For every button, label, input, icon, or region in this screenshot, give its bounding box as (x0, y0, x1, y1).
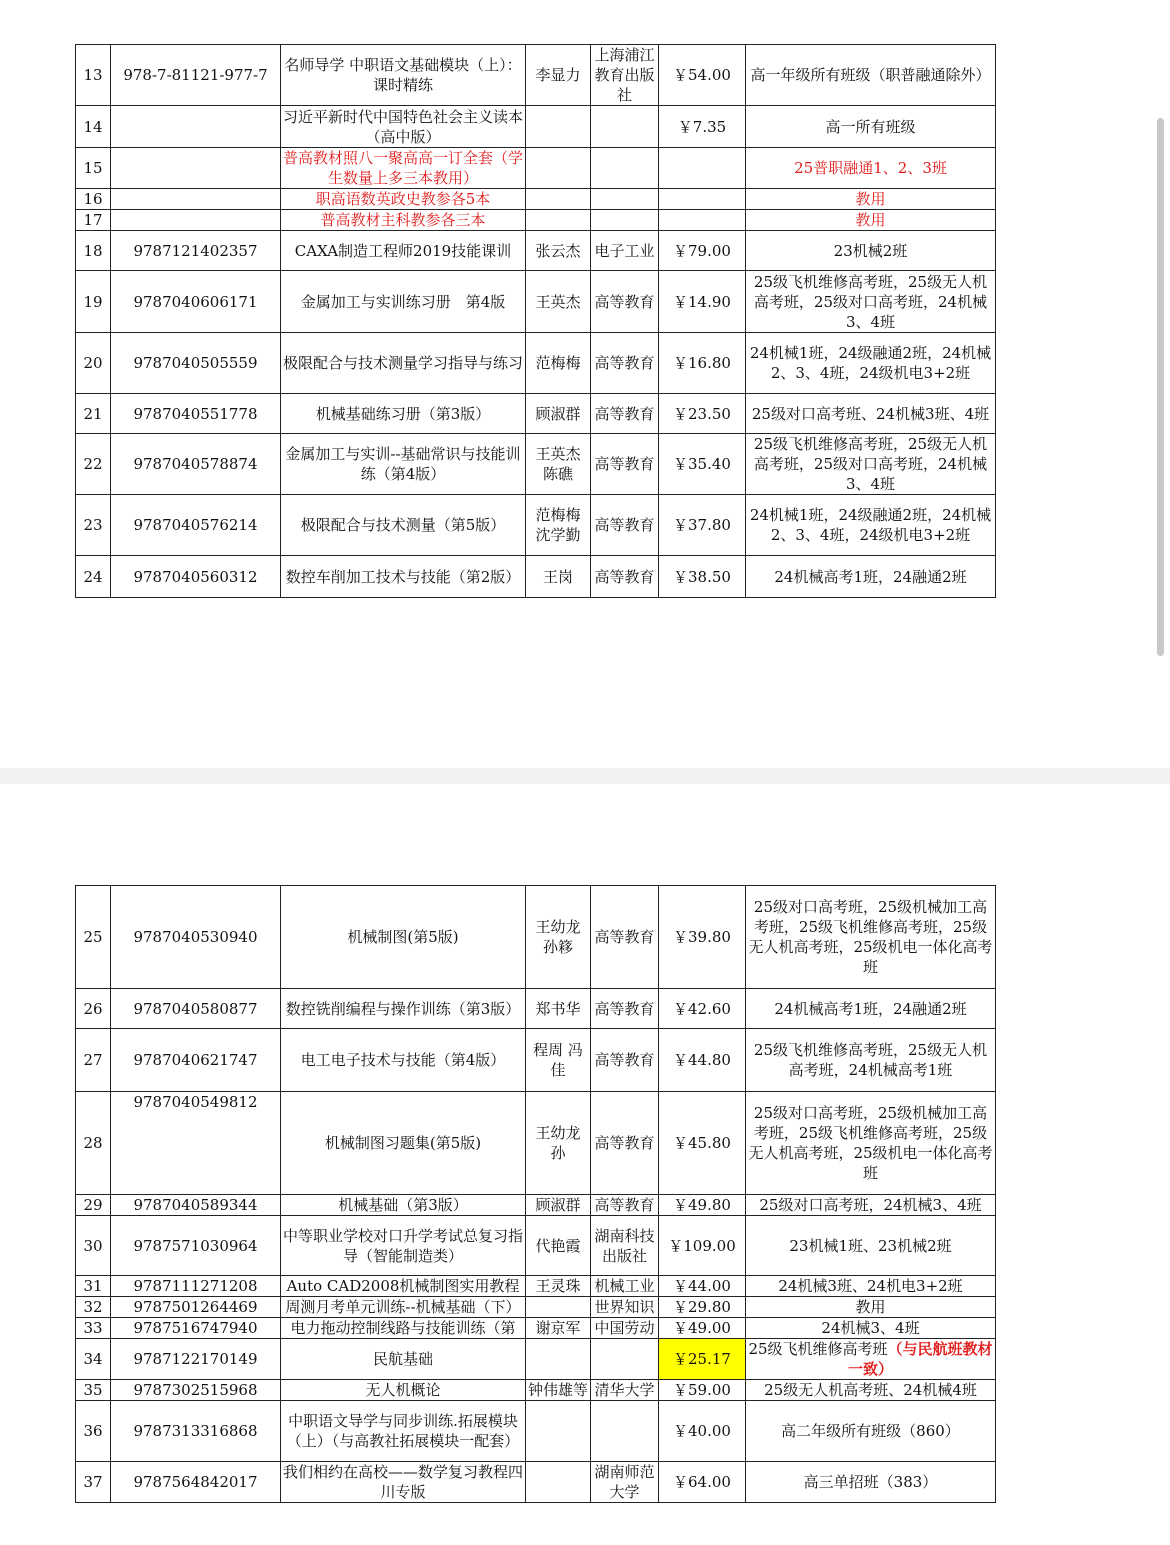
table-row: 26 9787040580877 数控铣削编程与操作训练（第3版） 郑书华 高等教育 ￥42.60 24机械高考1班，24融通2班 (76, 989, 996, 1029)
table-row: 23 9787040576214 极限配合与技术测量（第5版） 范梅梅 沈学勤 高等教育 ￥37.80 24机械1班，24级融通2班，24机械2、3、4班，24级机电3+2班 (76, 495, 996, 556)
table-row: 19 9787040606171 金属加工与实训练习册 第4版 王英杰 高等教育 ￥14.90 25级飞机维修高考班，25级无人机高考班，25级对口高考班，24机械3、4班 (76, 271, 996, 333)
table-row: 21 9787040551778 机械基础练习册（第3版） 顾淑群 高等教育 ￥23.50 25级对口高考班、24机械3班、4班 (76, 394, 996, 434)
table-row: 37 9787564842017 我们相约在高校——数学复习教程四川专版 湖南师范大学 ￥64.00 高三单招班（383） (76, 1462, 996, 1503)
table-row: 20 9787040505559 极限配合与技术测量学习指导与练习 范梅梅 高等教育 ￥16.80 24机械1班，24级融通2班，24机械2、3、4班，24级机电3+2班 (76, 333, 996, 394)
textbook-table-page-2 (75, 885, 996, 1503)
note-same-as-aviation-class: （与民航班教材一致） (847, 1340, 993, 1378)
table-row: 34 9787122170149 民航基础 ￥25.17 25级飞机维修高考班（与民航班教材一致） (76, 1339, 996, 1380)
table-row: 33 9787516747940 电力拖动控制线路与技能训练（第 谢京军 中国劳动 ￥49.00 24机械3、4班 (76, 1318, 996, 1339)
table-row: 28 9787040549812 机械制图习题集(第5版) 王幼龙 孙 高等教育 ￥45.80 25级对口高考班，25级机械加工高考班，25级飞机维修高考班，25级无人机高考班，25级机电一体化高考班 (76, 1092, 996, 1195)
table-row: 36 9787313316868 中职语文导学与同步训练.拓展模块（上）（与高教社拓展模块一配套） ￥40.00 高二年级所有班级（860） (76, 1401, 996, 1462)
table-row: 25 9787040530940 机械制图(第5版) 王幼龙 孙簃 高等教育 ￥39.80 25级对口高考班，25级机械加工高考班，25级飞机维修高考班，25级无人机高考班，25级机电一体化高考班 (76, 886, 996, 989)
table-row: 24 9787040560312 数控车削加工技术与技能（第2版） 王岗 高等教育 ￥38.50 24机械高考1班，24融通2班 (76, 556, 996, 598)
table-row: 13 978-7-81121-977-7 名师导学 中职语文基础模块（上）： 课时精练 李显力 上海浦江教育出版社 ￥54.00 高一年级所有班级（职普融通除外） (76, 45, 996, 106)
table-row: 27 9787040621747 电工电子技术与技能（第4版） 程周 冯佳 高等教育 ￥44.80 25级飞机维修高考班，25级无人机高考班，24机械高考1班 (76, 1029, 996, 1092)
table-row: 16 职高语数英政史教参各5本 教用 (76, 189, 996, 210)
table-row: 17 普高教材主科教参各三本 教用 (76, 210, 996, 231)
table-row: 22 9787040578874 金属加工与实训--基础常识与技能训练（第4版） 王英杰 陈礁 高等教育 ￥35.40 25级飞机维修高考班，25级无人机高考班，25级对口高考班，24机械3、4班 (76, 434, 996, 495)
table-row: 29 9787040589344 机械基础（第3版） 顾淑群 高等教育 ￥49.80 25级对口高考班，24机械3、4班 (76, 1195, 996, 1216)
textbook-table-page-1 (75, 44, 996, 598)
table-row: 30 9787571030964 中等职业学校对口升学考试总复习指导（智能制造类） 代艳霞 湖南科技出版社 ￥109.00 23机械1班、23机械2班 (76, 1216, 996, 1276)
table-row: 18 9787121402357 CAXA制造工程师2019技能课训 张云杰 电子工业 ￥79.00 23机械2班 (76, 231, 996, 271)
table-row: 15 普高教材照八一聚高高一订全套（学生数量上多三本教用） 25普职融通1、2、3班 (76, 148, 996, 189)
document-page-2 (0, 784, 1170, 1545)
table-row: 14 习近平新时代中国特色社会主义读本（高中版） ￥7.35 高一所有班级 (76, 106, 996, 148)
vertical-scrollbar[interactable] (1157, 118, 1164, 656)
document-page-1 (0, 0, 1170, 768)
table-row: 31 9787111271208 Auto CAD2008机械制图实用教程 王灵珠 机械工业 ￥44.00 24机械3班、24机电3+2班 (76, 1276, 996, 1297)
table-row: 32 9787501264469 周测月考单元训练--机械基础（下） 世界知识 ￥29.80 教用 (76, 1297, 996, 1318)
table-row: 35 9787302515968 无人机概论 钟伟雄等 清华大学 ￥59.00 25级无人机高考班、24机械4班 (76, 1380, 996, 1401)
